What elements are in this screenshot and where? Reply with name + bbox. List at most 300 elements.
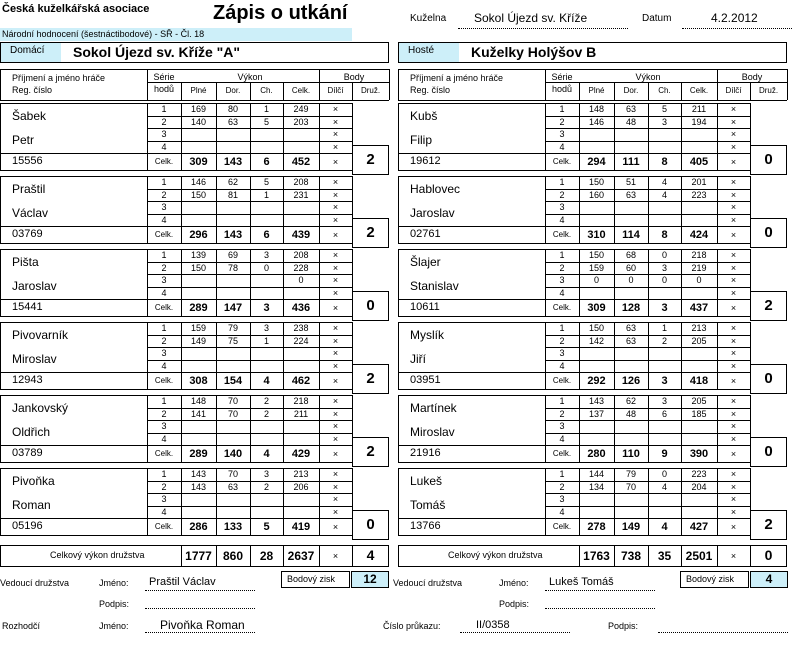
serie-number: 3 (161, 129, 167, 139)
celk-value: 223 (691, 190, 707, 200)
header-hodu: hodů (551, 84, 573, 94)
total-plne: 292 (587, 375, 606, 387)
vedouci-name-home: Praštil Václav (149, 576, 216, 588)
header-dor: Dor. (225, 86, 241, 95)
dilci-mark: × (730, 230, 737, 240)
ch-value: 2 (263, 482, 269, 492)
kuzelna-line (458, 28, 628, 29)
grid-line (0, 299, 352, 300)
player-surname: Pivoňka (12, 474, 55, 488)
dor-value: 63 (227, 117, 238, 127)
grid-line (398, 322, 399, 389)
player-firstname: Oldřich (12, 425, 51, 439)
serie-number: 2 (559, 190, 565, 200)
header-name: Příjmení a jméno hráče (410, 73, 504, 83)
player-points: 2 (352, 437, 389, 467)
serie-number: 2 (161, 409, 167, 419)
dor-value: 63 (625, 104, 636, 114)
total-plne: 289 (189, 448, 208, 460)
grid-line (0, 372, 352, 373)
total-celk: 436 (291, 302, 311, 314)
header-druz: Druž. (360, 86, 381, 95)
ch-value: 3 (661, 396, 667, 406)
player-points: 2 (750, 291, 787, 321)
grid-line (398, 445, 750, 446)
ch-value: 5 (263, 177, 269, 187)
dilci-mark: × (730, 551, 737, 561)
celk-value: 231 (293, 190, 309, 200)
dilci-mark: × (332, 263, 339, 273)
player-firstname: Petr (12, 133, 35, 147)
dilci-mark: × (332, 434, 339, 444)
dor-value: 70 (227, 409, 238, 419)
grid-line (398, 389, 750, 390)
ch-value: 3 (263, 250, 269, 260)
player-surname: Martínek (410, 401, 457, 415)
dilci-mark: × (730, 104, 737, 114)
celk-value: 228 (293, 263, 309, 273)
dilci-mark: × (332, 177, 339, 187)
bodovy-zisk-label-home: Bodový zisk (287, 574, 336, 584)
celk-row-label: Celk. (552, 230, 572, 239)
plne-value: 137 (588, 409, 605, 419)
ch-value: 5 (661, 104, 667, 114)
player-points: 0 (352, 510, 389, 540)
total-ch: 3 (661, 302, 668, 314)
player-surname: Myslík (410, 328, 444, 342)
grid-line (398, 170, 750, 171)
team-role-label: Domácí (10, 45, 45, 56)
line (145, 590, 255, 591)
dilci-mark: × (730, 202, 737, 212)
dilci-mark: × (332, 117, 339, 127)
serie-number: 1 (161, 250, 167, 260)
total-celk: 424 (689, 229, 709, 241)
total-dor: 126 (621, 375, 641, 387)
serie-number: 4 (559, 507, 565, 517)
plne-value: 142 (588, 336, 605, 346)
line (145, 608, 255, 609)
player-surname: Šabek (12, 109, 47, 123)
celk-value: 249 (293, 104, 309, 114)
total-celk: 419 (291, 521, 311, 533)
grid-line (0, 322, 1, 389)
grid-line (398, 103, 399, 170)
ch-value: 4 (661, 482, 667, 492)
dilci-mark: × (730, 263, 737, 273)
subtitle: Národní hodnocení (šestnáctibodové) - SŘ - Čl. 18 (2, 29, 205, 39)
player-firstname: Jaroslav (410, 206, 455, 220)
total-celk: 390 (689, 448, 709, 460)
plne-value: 159 (190, 323, 207, 333)
celk-row-label: Celk. (552, 157, 572, 166)
player-points: 2 (750, 510, 787, 540)
celk-row-label: Celk. (154, 376, 174, 385)
grid-line (398, 100, 787, 101)
dor-value: 63 (625, 336, 636, 346)
ch-value: 5 (263, 117, 269, 127)
celk-value: 223 (691, 469, 707, 479)
ch-value: 3 (661, 117, 667, 127)
header-ch: Ch. (658, 86, 671, 95)
total-ch: 5 (263, 521, 270, 533)
celk-value: 224 (293, 336, 309, 346)
serie-number: 1 (161, 323, 167, 333)
player-points: 2 (352, 145, 389, 175)
header-dilci: Dílčí (725, 86, 742, 95)
dilci-mark: × (730, 449, 737, 459)
jmeno-label-away: Jméno: (499, 578, 529, 588)
player-reg: 15441 (12, 301, 43, 313)
serie-number: 2 (559, 263, 565, 273)
dilci-mark: × (332, 396, 339, 406)
player-reg: 10611 (410, 301, 440, 313)
dilci-mark: × (730, 157, 737, 167)
player-firstname: Stanislav (410, 279, 459, 293)
ch-value: 4 (661, 190, 667, 200)
dilci-mark: × (332, 361, 339, 371)
total-ch: 4 (263, 375, 270, 387)
total-ch: 8 (661, 156, 668, 168)
grid-line (0, 226, 352, 227)
total-dor: 147 (223, 302, 243, 314)
dilci-mark: × (730, 190, 737, 200)
celk-value: 208 (293, 177, 309, 187)
grid-line (0, 249, 1, 316)
header-dor: Dor. (623, 86, 639, 95)
dilci-mark: × (730, 434, 737, 444)
celk-row-label: Celk. (154, 303, 174, 312)
dilci-mark: × (730, 336, 737, 346)
team-name: Sokol Újezd sv. Kříže "A" (73, 44, 241, 60)
grid-line (0, 103, 1, 170)
serie-number: 4 (161, 288, 167, 298)
dilci-mark: × (730, 396, 737, 406)
serie-number: 1 (559, 104, 565, 114)
total-celk: 462 (291, 375, 311, 387)
total-dor: 154 (223, 375, 243, 387)
dilci-mark: × (730, 142, 737, 152)
datum-label: Datum (642, 13, 672, 24)
serie-number: 1 (559, 469, 565, 479)
plne-value: 159 (588, 263, 605, 273)
header-dilci: Dílčí (327, 86, 344, 95)
player-points: 0 (750, 218, 787, 248)
grid-line (0, 69, 1, 100)
total-ch: 6 (263, 229, 270, 241)
header-druz: Druž. (758, 86, 779, 95)
grid-line (0, 468, 1, 535)
grid-line (0, 170, 352, 171)
total-dor: 143 (223, 229, 243, 241)
dilci-mark: × (730, 303, 737, 313)
plne-value: 146 (190, 177, 207, 187)
grid-line (0, 389, 352, 390)
ch-value: 3 (263, 469, 269, 479)
total-celk: 439 (291, 229, 311, 241)
celk-row-label: Celk. (154, 522, 174, 531)
total-plne: 310 (587, 229, 606, 241)
header-vykon: Výkon (635, 72, 661, 82)
serie-number: 1 (161, 104, 167, 114)
grid-line (398, 535, 750, 536)
grid-line (398, 299, 750, 300)
serie-number: 4 (559, 361, 565, 371)
plne-value: 143 (588, 396, 605, 406)
ch-value: 1 (263, 104, 269, 114)
dor-value: 63 (625, 190, 636, 200)
dor-value: 51 (625, 177, 636, 187)
podpis-label-home: Podpis: (99, 599, 130, 609)
total-ch: 9 (661, 448, 668, 460)
serie-number: 1 (161, 469, 167, 479)
dilci-mark: × (332, 190, 339, 200)
dilci-mark: × (332, 421, 339, 431)
celk-value: 203 (293, 117, 309, 127)
plne-value: 150 (190, 190, 207, 200)
team-role-label: Hosté (408, 45, 435, 56)
plne-value: 134 (588, 482, 605, 492)
serie-number: 4 (559, 142, 565, 152)
ch-value: 2 (661, 336, 667, 346)
dilci-mark: × (332, 522, 339, 532)
total-celk: 429 (291, 448, 311, 460)
serie-number: 2 (161, 482, 167, 492)
player-firstname: Filip (410, 133, 433, 147)
header-serie: Série (551, 72, 573, 82)
grid-line (787, 69, 788, 100)
player-reg: 03951 (410, 374, 441, 386)
total-ch: 4 (263, 448, 270, 460)
line (460, 632, 570, 633)
total-dor: 149 (621, 521, 641, 533)
dor-value: 78 (227, 263, 238, 273)
serie-number: 2 (559, 117, 565, 127)
player-surname: Praštil (12, 182, 46, 196)
player-reg: 13766 (410, 520, 441, 532)
dilci-mark: × (332, 142, 339, 152)
serie-number: 1 (161, 396, 167, 406)
jmeno-label-home: Jméno: (99, 578, 129, 588)
plne-value: 139 (190, 250, 207, 260)
dor-value: 63 (625, 323, 636, 333)
grid-line (0, 176, 1, 243)
dilci-mark: × (730, 409, 737, 419)
dilci-mark: × (730, 482, 737, 492)
serie-number: 2 (161, 190, 167, 200)
grid-line (545, 82, 717, 83)
plne-value: 146 (588, 117, 605, 127)
kuzelna-label: Kuželna (410, 13, 447, 24)
header-plne: Plné (588, 86, 605, 95)
total-plne: 294 (587, 156, 606, 168)
line (545, 608, 655, 609)
grid-line (0, 100, 389, 101)
dilci-mark: × (730, 323, 737, 333)
dor-value: 70 (227, 469, 238, 479)
serie-number: 2 (559, 336, 565, 346)
total-dor: 111 (622, 156, 640, 168)
player-reg: 15556 (12, 155, 43, 167)
plne-value: 143 (190, 469, 207, 479)
dilci-mark: × (332, 288, 339, 298)
celk-row-label: Celk. (552, 522, 572, 531)
header-reg: Reg. číslo (12, 85, 53, 95)
celk-value: 201 (691, 177, 707, 187)
total-celk: 452 (291, 156, 311, 168)
player-firstname: Jaroslav (12, 279, 57, 293)
plne-value: 148 (588, 104, 605, 114)
grid-line (717, 82, 787, 83)
dilci-mark: × (332, 323, 339, 333)
total-label: Celkový výkon družstva (50, 550, 145, 560)
line (658, 632, 788, 633)
serie-number: 4 (559, 434, 565, 444)
ch-value: 0 (661, 250, 667, 260)
total-dor: 140 (223, 448, 243, 460)
grid-line (398, 176, 399, 243)
dilci-mark: × (730, 421, 737, 431)
datum-line (682, 28, 792, 29)
dilci-mark: × (730, 507, 737, 517)
celk-value: 213 (293, 469, 309, 479)
dor-value: 68 (625, 250, 636, 260)
serie-number: 3 (559, 494, 565, 504)
celk-value: 211 (691, 104, 707, 114)
grid-line (398, 462, 750, 463)
plne-value: 144 (588, 469, 605, 479)
grid-line (398, 226, 750, 227)
kuzelna-value: Sokol Újezd sv. Kříže (474, 11, 588, 25)
plne-value: 150 (190, 263, 207, 273)
player-reg: 03789 (12, 447, 43, 459)
celk-row-label: Celk. (154, 230, 174, 239)
grid-line (147, 82, 319, 83)
total-celk: 437 (689, 302, 709, 314)
dilci-mark: × (730, 348, 737, 358)
dor-value: 79 (227, 323, 238, 333)
serie-number: 3 (161, 494, 167, 504)
dilci-mark: × (332, 469, 339, 479)
serie-number: 2 (161, 336, 167, 346)
player-reg: 12943 (12, 374, 43, 386)
grid-line (398, 243, 750, 244)
dor-value: 70 (227, 396, 238, 406)
dor-value: 0 (628, 275, 634, 285)
total-plne: 308 (189, 375, 208, 387)
dilci-mark: × (730, 275, 737, 285)
dilci-mark: × (730, 376, 737, 386)
dilci-mark: × (730, 250, 737, 260)
serie-number: 4 (559, 288, 565, 298)
ch-value: 0 (661, 275, 667, 285)
grid-line (0, 462, 352, 463)
team-total-dor: 860 (222, 549, 244, 563)
bodovy-zisk-home: 12 (351, 571, 389, 588)
dor-value: 63 (227, 482, 238, 492)
dilci-mark: × (730, 117, 737, 127)
plne-value: 150 (588, 177, 605, 187)
dilci-mark: × (332, 215, 339, 225)
dilci-mark: × (730, 469, 737, 479)
total-plne: 309 (189, 156, 208, 168)
dilci-mark: × (332, 275, 339, 285)
serie-number: 4 (161, 361, 167, 371)
dor-value: 62 (625, 396, 636, 406)
serie-number: 1 (559, 250, 565, 260)
bodovy-zisk-away: 4 (750, 571, 788, 588)
header-hodu: hodů (153, 84, 175, 94)
player-surname: Pivovarník (12, 328, 69, 342)
dilci-mark: × (332, 129, 339, 139)
player-surname: Šlajer (410, 255, 441, 269)
dor-value: 62 (227, 177, 238, 187)
header-vykon: Výkon (237, 72, 263, 82)
dilci-mark: × (332, 409, 339, 419)
dilci-mark: × (332, 230, 339, 240)
player-points: 0 (352, 291, 389, 321)
total-ch: 8 (661, 229, 668, 241)
dilci-mark: × (332, 348, 339, 358)
player-points: 0 (750, 437, 787, 467)
total-ch: 6 (263, 156, 270, 168)
grid-line (0, 445, 352, 446)
dilci-mark: × (332, 482, 339, 492)
serie-number: 2 (559, 409, 565, 419)
ch-value: 0 (661, 469, 667, 479)
grid-line (398, 518, 750, 519)
celk-value: 206 (293, 482, 309, 492)
dor-value: 79 (625, 469, 636, 479)
total-plne: 286 (189, 521, 208, 533)
team-total-plne: 1763 (583, 549, 610, 563)
dilci-mark: × (730, 177, 737, 187)
plne-value: 140 (190, 117, 207, 127)
ch-value: 4 (661, 177, 667, 187)
ch-value: 3 (263, 323, 269, 333)
header-body: Body (741, 72, 763, 82)
ch-value: 1 (661, 323, 667, 333)
grid-line (0, 153, 352, 154)
player-firstname: Miroslav (12, 352, 57, 366)
rozhodci-jmeno-label: Jméno: (99, 621, 129, 631)
ch-value: 2 (263, 409, 269, 419)
serie-number: 3 (559, 421, 565, 431)
dilci-mark: × (730, 288, 737, 298)
dor-value: 48 (625, 409, 636, 419)
team-name: Kuželky Holýšov B (471, 44, 597, 60)
team-total-dor: 738 (620, 549, 642, 563)
team-total-ch: 28 (259, 549, 274, 563)
team-total-celk: 2637 (287, 549, 315, 563)
player-points: 2 (352, 218, 389, 248)
player-reg: 05196 (12, 520, 43, 532)
ch-value: 2 (263, 396, 269, 406)
serie-number: 3 (559, 202, 565, 212)
serie-number: 1 (559, 396, 565, 406)
plne-value: 169 (190, 104, 207, 114)
plne-value: 148 (190, 396, 207, 406)
player-firstname: Roman (12, 498, 51, 512)
player-surname: Kubš (410, 109, 438, 123)
grid-line (0, 69, 389, 70)
serie-number: 3 (161, 202, 167, 212)
serie-number: 3 (161, 421, 167, 431)
header-name: Příjmení a jméno hráče (12, 73, 106, 83)
ch-value: 0 (263, 263, 269, 273)
player-points: 2 (352, 364, 389, 394)
grid-line (398, 69, 787, 70)
